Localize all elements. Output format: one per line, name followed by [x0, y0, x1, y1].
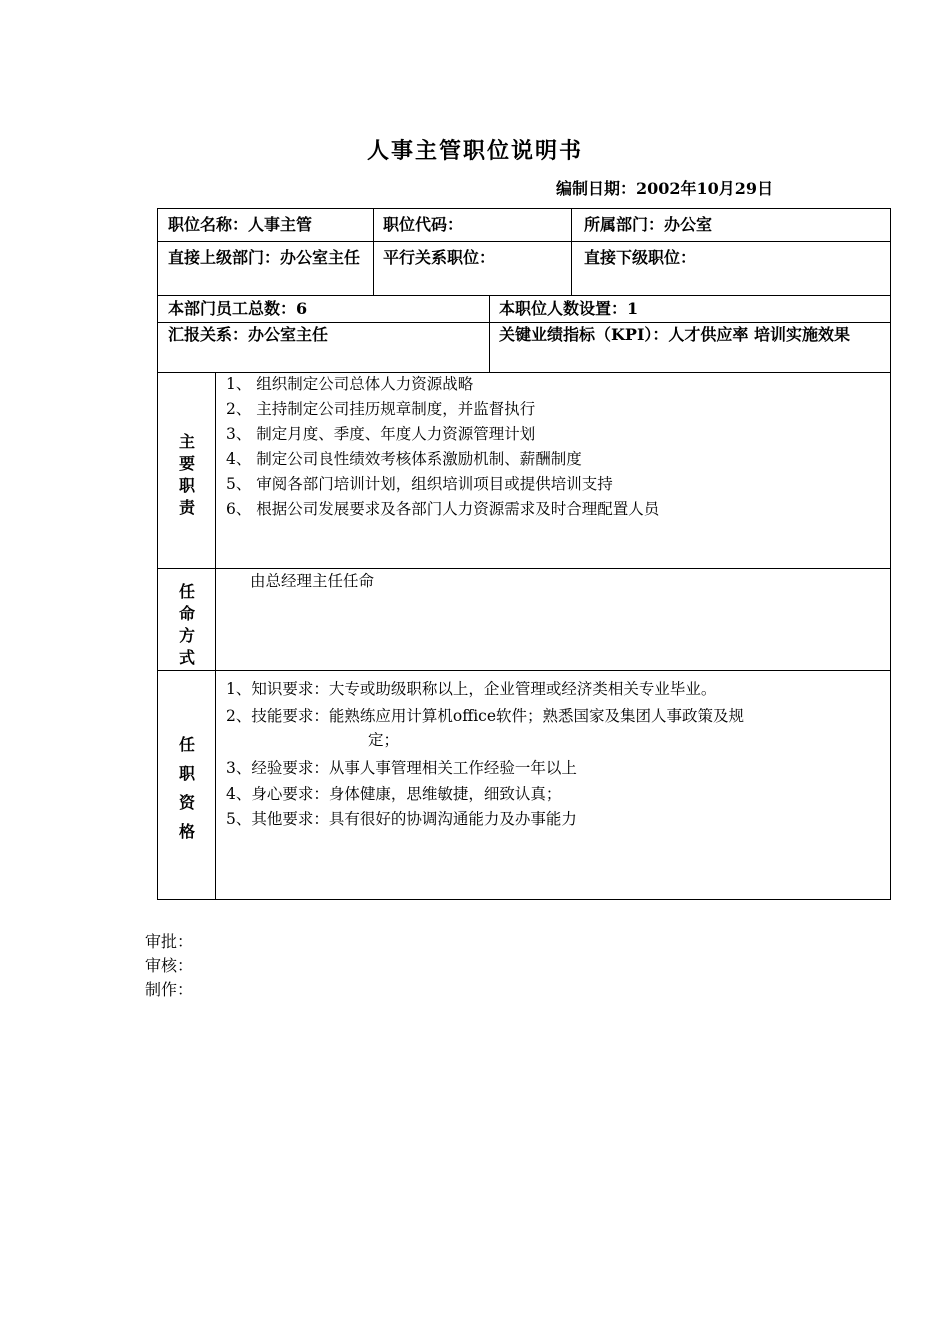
- duty-item: 4、 制定公司良性绩效考核体系激励机制、薪酬制度: [226, 450, 582, 468]
- compile-date: 编制日期：2002年10月29日: [556, 179, 774, 198]
- duty-item: 3、 制定月度、季度、年度人力资源管理计划: [226, 425, 536, 443]
- qualification-item: 2、技能要求：能熟练应用计算机office软件；熟悉国家及集团人事政策及规: [226, 707, 745, 725]
- make-signoff: 制作：: [145, 980, 194, 999]
- col-divider: [571, 209, 572, 295]
- duty-item: 2、 主持制定公司挂历规章制度，并监督执行: [226, 400, 536, 418]
- qualification-item: 4、身心要求：身体健康，思维敏捷，细致认真；: [226, 785, 562, 803]
- duty-item: 5、 审阅各部门培训计划，组织培训项目或提供培训支持: [226, 475, 613, 493]
- qualification-item: 3、经验要求：从事人事管理相关工作经验一年以上: [226, 759, 577, 777]
- staff-total: 本部门员工总数：6: [168, 299, 308, 318]
- appointment-label: 任命方式: [178, 582, 195, 667]
- review-signoff: 审核：: [145, 956, 194, 975]
- appointment-text: 由总经理主任任命: [250, 572, 375, 590]
- duty-item: 1、 组织制定公司总体人力资源战略: [226, 375, 474, 393]
- department: 所属部门：办公室: [584, 215, 713, 234]
- duties-label: 主要职责: [178, 432, 195, 517]
- qualification-item: 5、其他要求：具有很好的协调沟通能力及办事能力: [226, 810, 577, 828]
- approve-signoff: 审批：: [145, 932, 194, 951]
- col-divider: [215, 372, 216, 899]
- col-divider: [373, 209, 374, 295]
- headcount: 本职位人数设置：1: [499, 299, 639, 318]
- duty-item: 6、 根据公司发展要求及各部门人力资源需求及时合理配置人员: [226, 500, 660, 518]
- row-divider: [158, 670, 890, 671]
- row-divider: [158, 241, 890, 242]
- qualifications-label: 任职资格: [178, 735, 195, 841]
- col-divider: [489, 295, 490, 372]
- document-title: 人事主管职位说明书: [366, 138, 583, 164]
- job-code: 职位代码：: [383, 215, 464, 234]
- job-description-table: [157, 208, 891, 900]
- superior-dept: 直接上级部门：办公室主任: [168, 248, 361, 267]
- qualification-item: 定；: [368, 731, 400, 749]
- subordinate-position: 直接下级职位：: [584, 248, 697, 267]
- peer-position: 平行关系职位：: [383, 248, 496, 267]
- kpi: 关键业绩指标（KPI）：人才供应率 培训实施效果: [499, 325, 850, 344]
- qualification-item: 1、知识要求：大专或助级职称以上，企业管理或经济类相关专业毕业。: [226, 680, 717, 698]
- report-relation: 汇报关系：办公室主任: [168, 325, 329, 344]
- job-name: 职位名称：人事主管: [168, 215, 313, 234]
